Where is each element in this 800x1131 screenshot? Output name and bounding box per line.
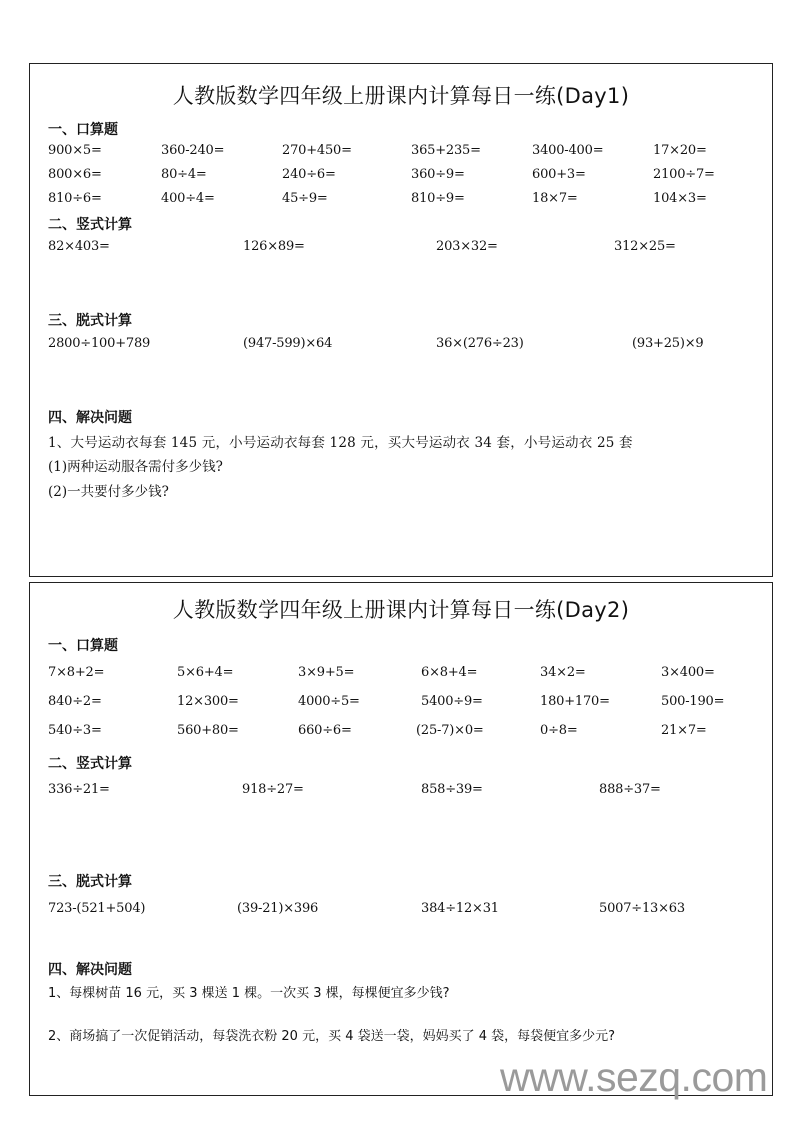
worksheet-title: 人教版数学四年级上册课内计算每日一练(Day1) bbox=[172, 84, 630, 108]
oral-item: 7×8+2= bbox=[48, 665, 105, 680]
vertical-item: 888÷37= bbox=[599, 782, 661, 797]
vertical-item: 918÷27= bbox=[242, 782, 304, 797]
section-heading-problems: 四、解决问题 bbox=[48, 962, 132, 978]
word-problem-subquestion: (1)两种运动服各需付多少钱? bbox=[48, 459, 223, 475]
oral-item: 360-240= bbox=[161, 143, 225, 158]
oral-item: 810÷9= bbox=[411, 191, 465, 206]
section-heading-stepwise: 三、脱式计算 bbox=[48, 874, 132, 890]
oral-item: 104×3= bbox=[653, 191, 707, 206]
stepwise-item: 384÷12×31 bbox=[421, 901, 499, 916]
oral-item: 900×5= bbox=[48, 143, 102, 158]
word-problem: 1、每棵树苗 16 元，买 3 棵送 1 棵。一次买 3 棵，每棵便宜多少钱? bbox=[48, 986, 450, 1001]
vertical-item: 336÷21= bbox=[48, 782, 110, 797]
oral-item: 240÷6= bbox=[282, 167, 336, 182]
oral-item: 365+235= bbox=[411, 143, 481, 158]
section-heading-problems: 四、解决问题 bbox=[48, 410, 132, 426]
oral-item: 180+170= bbox=[540, 694, 610, 709]
oral-item: 12×300= bbox=[177, 694, 239, 709]
stepwise-item: (93+25)×9 bbox=[632, 336, 704, 351]
section-heading-vertical: 二、竖式计算 bbox=[48, 756, 132, 772]
worksheet-day1 bbox=[29, 63, 773, 577]
vertical-item: 312×25= bbox=[614, 239, 676, 254]
section-heading-oral: 一、口算题 bbox=[48, 122, 118, 138]
oral-item: 400÷4= bbox=[161, 191, 215, 206]
oral-item: 540÷3= bbox=[48, 723, 102, 738]
oral-item: 17×20= bbox=[653, 143, 707, 158]
oral-item: 18×7= bbox=[532, 191, 578, 206]
word-problem-subquestion: (2)一共要付多少钱? bbox=[48, 484, 169, 500]
oral-item: 3×9+5= bbox=[298, 665, 355, 680]
stepwise-item: 723-(521+504) bbox=[48, 901, 146, 916]
vertical-item: 203×32= bbox=[436, 239, 498, 254]
oral-item: 34×2= bbox=[540, 665, 586, 680]
oral-item: 3400-400= bbox=[532, 143, 604, 158]
stepwise-item: (947-599)×64 bbox=[243, 336, 333, 351]
vertical-item: 126×89= bbox=[243, 239, 305, 254]
stepwise-item: 2800÷100+789 bbox=[48, 336, 151, 351]
oral-item: 6×8+4= bbox=[421, 665, 478, 680]
oral-item: 5400÷9= bbox=[421, 694, 483, 709]
oral-item: 270+450= bbox=[282, 143, 352, 158]
oral-item: 800×6= bbox=[48, 167, 102, 182]
worksheet-title: 人教版数学四年级上册课内计算每日一练(Day2) bbox=[172, 598, 630, 622]
oral-item: 810÷6= bbox=[48, 191, 102, 206]
oral-item: 0÷8= bbox=[540, 723, 578, 738]
oral-item: 600+3= bbox=[532, 167, 586, 182]
watermark: www.sezq.com bbox=[500, 1054, 768, 1100]
oral-item: 840÷2= bbox=[48, 694, 102, 709]
oral-item: 4000÷5= bbox=[298, 694, 360, 709]
oral-item: 21×7= bbox=[661, 723, 707, 738]
oral-item: (25-7)×0= bbox=[416, 723, 484, 738]
stepwise-item: 5007÷13×63 bbox=[599, 901, 685, 916]
stepwise-item: (39-21)×396 bbox=[237, 901, 319, 916]
word-problem: 2、商场搞了一次促销活动，每袋洗衣粉 20 元，买 4 袋送一袋，妈妈买了 4 袋，每袋便宜多少元? bbox=[48, 1029, 616, 1044]
vertical-item: 82×403= bbox=[48, 239, 110, 254]
oral-item: 500-190= bbox=[661, 694, 725, 709]
stepwise-item: 36×(276÷23) bbox=[436, 336, 524, 351]
word-problem: 1、大号运动衣每套 145 元，小号运动衣每套 128 元，买大号运动衣 34 套，小号运动衣 25 套 bbox=[48, 435, 633, 451]
worksheet-day2 bbox=[29, 582, 773, 1100]
section-heading-vertical: 二、竖式计算 bbox=[48, 217, 132, 233]
section-heading-stepwise: 三、脱式计算 bbox=[48, 313, 132, 329]
oral-item: 360÷9= bbox=[411, 167, 465, 182]
oral-item: 660÷6= bbox=[298, 723, 352, 738]
oral-item: 3×400= bbox=[661, 665, 715, 680]
oral-item: 560+80= bbox=[177, 723, 239, 738]
oral-item: 80÷4= bbox=[161, 167, 207, 182]
section-heading-oral: 一、口算题 bbox=[48, 638, 118, 654]
oral-item: 5×6+4= bbox=[177, 665, 234, 680]
vertical-item: 858÷39= bbox=[421, 782, 483, 797]
oral-item: 45÷9= bbox=[282, 191, 328, 206]
oral-item: 2100÷7= bbox=[653, 167, 715, 182]
